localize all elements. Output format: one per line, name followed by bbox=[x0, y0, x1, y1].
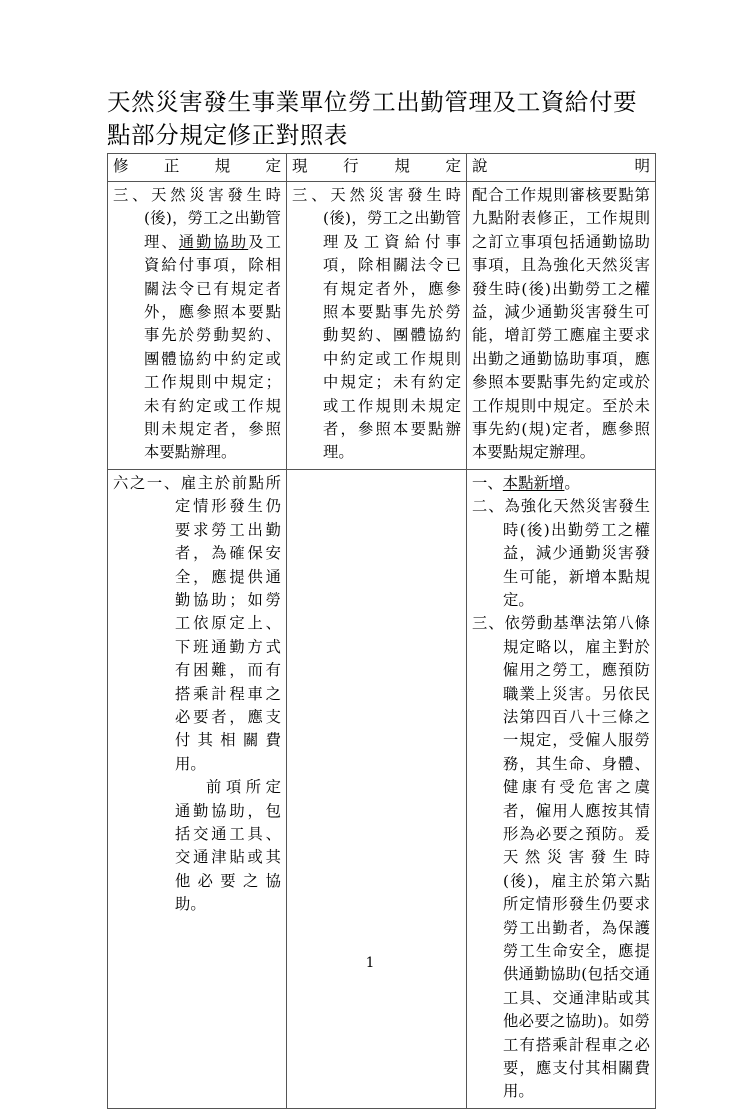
explanation-item-2 bbox=[472, 495, 650, 612]
page-number: 1 bbox=[365, 955, 375, 971]
item-marker: 二、 bbox=[472, 497, 505, 516]
table-row bbox=[108, 469, 656, 1108]
column-header-current bbox=[287, 154, 467, 182]
explanation-text: 配合工作規則審核要點第九點附表修正，工作規則之訂立事項包括通勤協助事項，且為強化天然災害發生時(後)出勤勞工之權益，減少通勤災害發生可能，增訂勞工應雇主要求出勤之通勤協助事項，應參照本要點事先約定或於工作規則中規定。至於未事先約(規)定者，應參照本要點規定辦理。 bbox=[472, 186, 650, 462]
item-marker: 三、 bbox=[472, 614, 505, 633]
column-header-current-label: 現行規定 bbox=[292, 157, 461, 175]
item-text: 為強化天然災害發生時(後)出勤勞工之權益，減少通勤災害發生可能，新增本點規定。 bbox=[503, 497, 651, 609]
column-header-explanation-label: 說明 bbox=[472, 157, 650, 175]
cell-explanation-row1 bbox=[467, 182, 656, 470]
amended-clause-6-1-paragraph-1 bbox=[113, 472, 281, 776]
table-row bbox=[108, 182, 656, 470]
cell-current-row1 bbox=[287, 182, 467, 470]
amended-clause-3 bbox=[113, 184, 281, 465]
column-header-amended-label: 修正規定 bbox=[113, 157, 281, 175]
item-text-suffix: 。 bbox=[564, 473, 580, 492]
cell-amended-row1 bbox=[108, 182, 287, 470]
clause-marker: 三、 bbox=[113, 186, 152, 204]
current-clause-3 bbox=[292, 184, 461, 465]
item-marker: 一、 bbox=[472, 473, 503, 492]
cell-current-row2 bbox=[287, 469, 467, 1108]
clause-text-part-b: 及工資給付事項，除相關法令已有規定者外，應參照本要點事先於勞動契約、團體協約中約定或工作規則中規定；未有約定或工作規則未規定者，參照本要點辦理。 bbox=[144, 232, 282, 462]
explanation-item-1 bbox=[472, 472, 650, 495]
clause-marker: 三、 bbox=[292, 186, 331, 204]
cell-explanation-row2 bbox=[467, 469, 656, 1108]
amended-clause-6-1-paragraph-2: 前項所定通勤協助，包括交通工具、交通津貼或其他必要之協助。 bbox=[175, 778, 281, 914]
clause-text: 雇主於前點所定情形發生仍要求勞工出勤者，為確保安全，應提供通勤協助；如勞工依原定上、下班通勤方式有困難，而有搭乘計程車之必要者，應支付其相關費用。 bbox=[175, 473, 281, 773]
clause-text: 天然災害發生時(後)，勞工之出勤管理及工資給付事項，除相關法令已有規定者外，應參照本要點事先於勞動契約、團體協約中約定或工作規則中規定；未有約定或工作規則未規定者，參照本要點辦理。 bbox=[323, 186, 462, 462]
table-header-row bbox=[108, 154, 656, 182]
item-text-underlined: 本點新增 bbox=[502, 473, 565, 492]
explanation-item-3 bbox=[472, 612, 650, 1104]
clause-text-part-a: 天然災害發生時(後)，勞工之出勤管理、 bbox=[144, 186, 282, 251]
column-header-amended bbox=[108, 154, 287, 182]
clause-marker: 六之一、 bbox=[113, 473, 181, 492]
clause-text-underlined: 通勤協助 bbox=[178, 232, 249, 251]
column-header-explanation bbox=[467, 154, 656, 182]
item-text: 依勞動基準法第八條規定略以，雇主對於僱用之勞工，應預防職業上災害。另依民法第四百八十三條之一規定，受僱人服勞務，其生命、身體、健康有受危害之虞者，僱用人應按其情形為必要之預防。爰天然災害發生時(後)，雇主於第六點所定情形發生仍要求勞工出勤者，為保護勞工生命安全，應提供通勤協助(包括交通工具、交通津貼或其他必要之協助)。如勞工有搭乘計程車之必要，應支付其相關費用。 bbox=[503, 614, 651, 1101]
page-title: 天然災害發生事業單位勞工出勤管理及工資給付要點部分規定修正對照表 bbox=[107, 88, 638, 149]
cell-amended-row2 bbox=[108, 469, 287, 1108]
